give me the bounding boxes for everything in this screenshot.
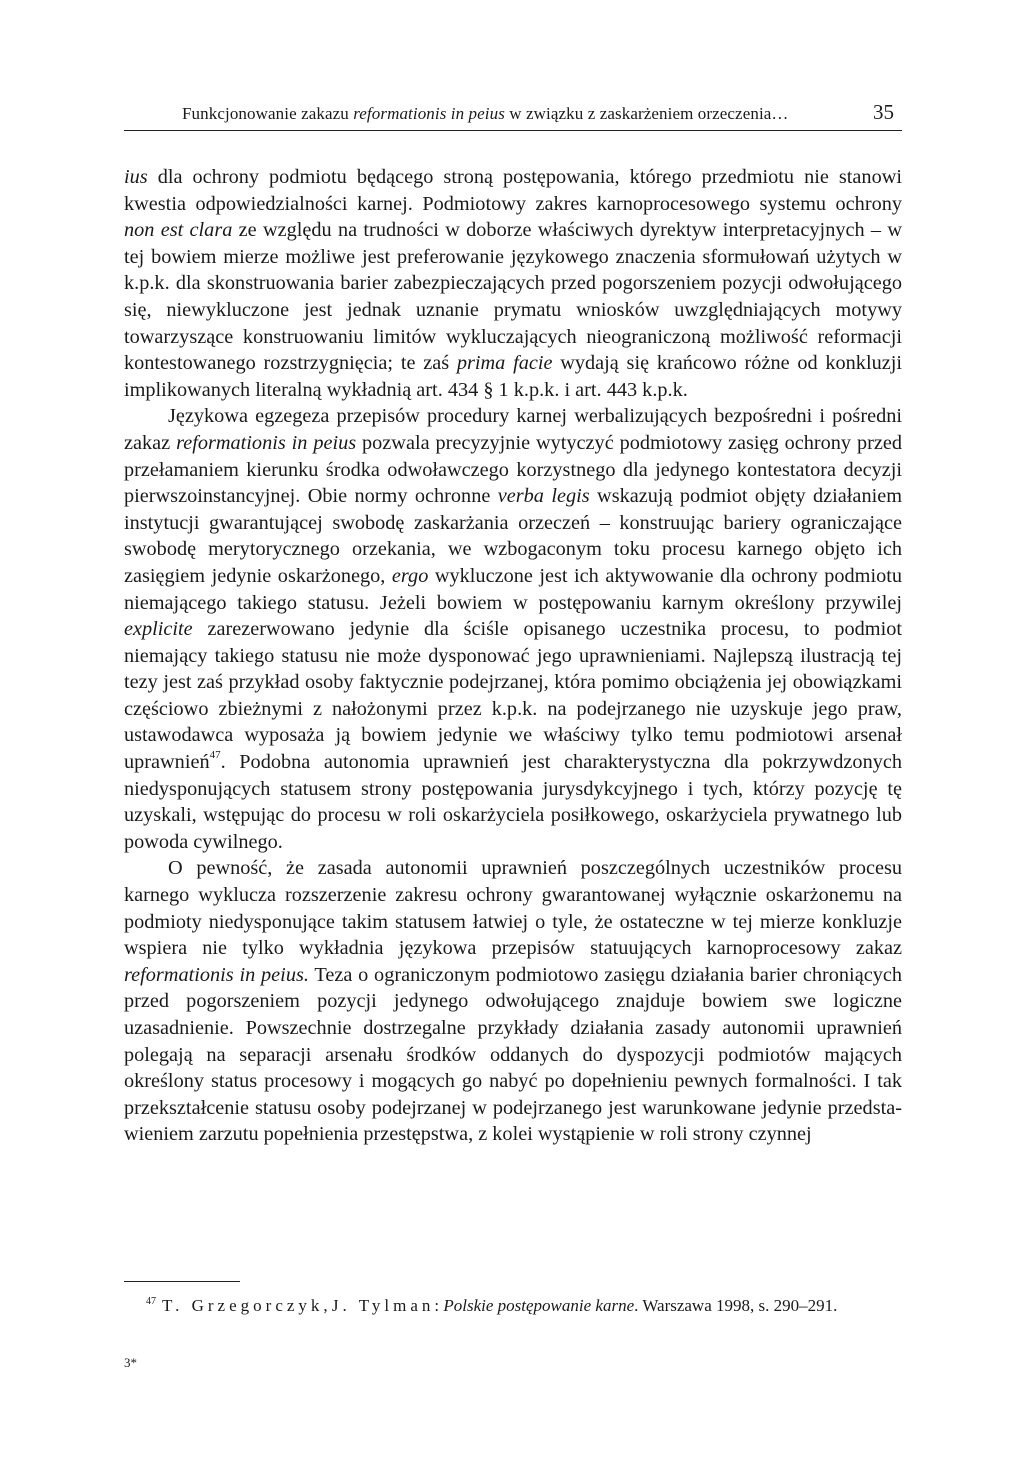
page-number: 35: [873, 100, 894, 124]
italic-phrase: ius: [124, 166, 148, 188]
running-header: [124, 102, 902, 131]
footnote-author: J. Tylman: [331, 1296, 435, 1315]
text-run: wydają się krańcowo różne od konkluzji implikowanych literalną wykładnią art. 434 § 1 k.p.k. i art. 443 k.p.k.: [124, 352, 902, 401]
italic-phrase: ergo: [391, 564, 429, 587]
italic-phrase: reformationis in peius.: [124, 963, 309, 986]
text-run: wykluczone jest ich aktywowanie dla ochrony podmiotu niemającego takiego statusu. Jeżeli bowiem w postępowaniu karnym określony przywilej: [124, 564, 902, 614]
italic-phrase: explicite: [124, 618, 193, 641]
paragraph-1: [124, 164, 902, 403]
paragraph-3: [124, 855, 902, 1148]
italic-phrase: non est clara: [124, 219, 233, 242]
text-run: Językowa egzegeza przepisów procedury karnej werbalizujących bezpośredni i pośredni zakaz: [124, 405, 902, 454]
signature-mark: 3*: [124, 1355, 137, 1370]
italic-phrase: prima facie: [456, 352, 553, 375]
italic-phrase: verba legis: [497, 485, 590, 508]
text-run: O pewność, że zasada autonomii uprawnień poszczególnych uczestników procesu karnego wyklucza rozszerzenie zakresu ochrony gwarantowanej wyłącznie oskarżonemu na podmioty niedysponujące takim statusem łatwiej o tyle, że ostateczne w tej mierze konkluzje wspiera nie tylko wykładnia językowa przepisów statuujących karnoprocesowy zakaz: [124, 857, 902, 960]
footnote-title: Polskie postępowanie karne: [443, 1296, 635, 1315]
main-text: [124, 164, 902, 1148]
running-title: Funkcjonowanie zakazu reformationis in peius w związku z zaskarżeniem orzeczenia…: [182, 104, 789, 123]
footnote-ref: 47: [209, 749, 221, 762]
paragraph-2: [124, 403, 902, 855]
text-run: dla ochrony podmiotu będącego stroną postępowania, którego przedmiotu nie stanowi kwestia odpowiedzialności karnej. Podmiotowy zakres karnoprocesowego systemu ochrony: [124, 166, 902, 215]
footnote-separator: [124, 1281, 240, 1282]
text-run: zarezerwowano jedynie dla ściśle opisanego uczestnika procesu, to podmiot niemający takiego statusu nie może dysponować jego uprawnieniami. Najlepszą ilustracją tej tezy jest zaś przykład osoby faktycznie podejrzanej, która pomimo obciążenia jej obowiązkami częściowo zbieżnymi z nałożonymi przez k.p.k. na podejrzanego nie uzyskuje jego praw, ustawodawca wyposaża ją bowiem jedynie we właściwy tylko temu podmiotowi arsenał uprawnień: [124, 618, 902, 774]
text-run: Teza o ograniczonym podmiotowo zasięgu działania barier chroniących przed pogorszeniem pozycji jedynego odwołującego znajduje bowiem swe logiczne uzasadnienie. Powszechnie dostrzegalne przykłady działania zasady autonomii uprawnień polegają na separacji arsenału środków oddanych do dyspozycji podmiotów mających określony status procesowy i mogących go nabyć po dopełnieniu pewnych formalności. I tak przekształcenie statusu osoby podejrzanej w podejrzanego jest warunkowane jedynie przedstawieniem zarzutu popełnienia przestępstwa, z kolei wystąpienie w roli strony czynnej: [124, 963, 902, 1146]
footnote-number: 47: [146, 1296, 156, 1308]
text-run: . Podobna autonomia uprawnień jest charakterystyczna dla pokrzywdzonych niedysponujących statusem strony postępowania jurysdykcyjnego i tych, którzy pozycję tę uzyskali, wstępując do procesu w roli oskarżyciela posiłkowego, oskarżyciela prywatnego lub powoda cywilnego.: [124, 751, 902, 853]
text-run: ze względu na trudności w doborze właściwych dyrektyw interpretacyjnych – w tej bowiem mierze możliwe jest preferowanie językowego znaczenia sformułowań użytych w k.p.k. dla skonstruowania barier zabezpieczających przed pogorszeniem pozycji odwołującego się, niewykluczone jest jednak uznanie prymatu wniosków uwzględniających motywy towarzyszące konstruowaniu limitów wykluczających nieograniczoną możliwość reformacji kontestowanego rozstrzygnięcia; te zaś: [124, 219, 903, 375]
text-run: pozwala precyzyjnie wytyczyć podmiotowy zasięg ochrony przed przełamaniem kierunku środka odwoławczego korzystnego dla jedynego kontestatora decyzji pierwszoinstancyjnej. Obie normy ochronne: [124, 431, 903, 508]
footnote-author: T. Grzegorczyk: [162, 1296, 324, 1315]
footnote-47: $^{47}$ T. Grzegorczyk, J. Tylman: Polskie postępowanie karne. Warszawa 1998, s. 290–291.: [146, 1296, 838, 1315]
italic-phrase: reformationis in peius: [176, 431, 357, 454]
text-run: wskazują podmiot objęty działaniem instytucji gwarantującej swobodę zaskarżania orzeczeń – konstruując bariery ograniczające swobodę merytorycznego orzekania, we wzbogaconym toku procesu karnego objęto ich zasięgiem jedynie oskarżonego,: [124, 485, 902, 587]
